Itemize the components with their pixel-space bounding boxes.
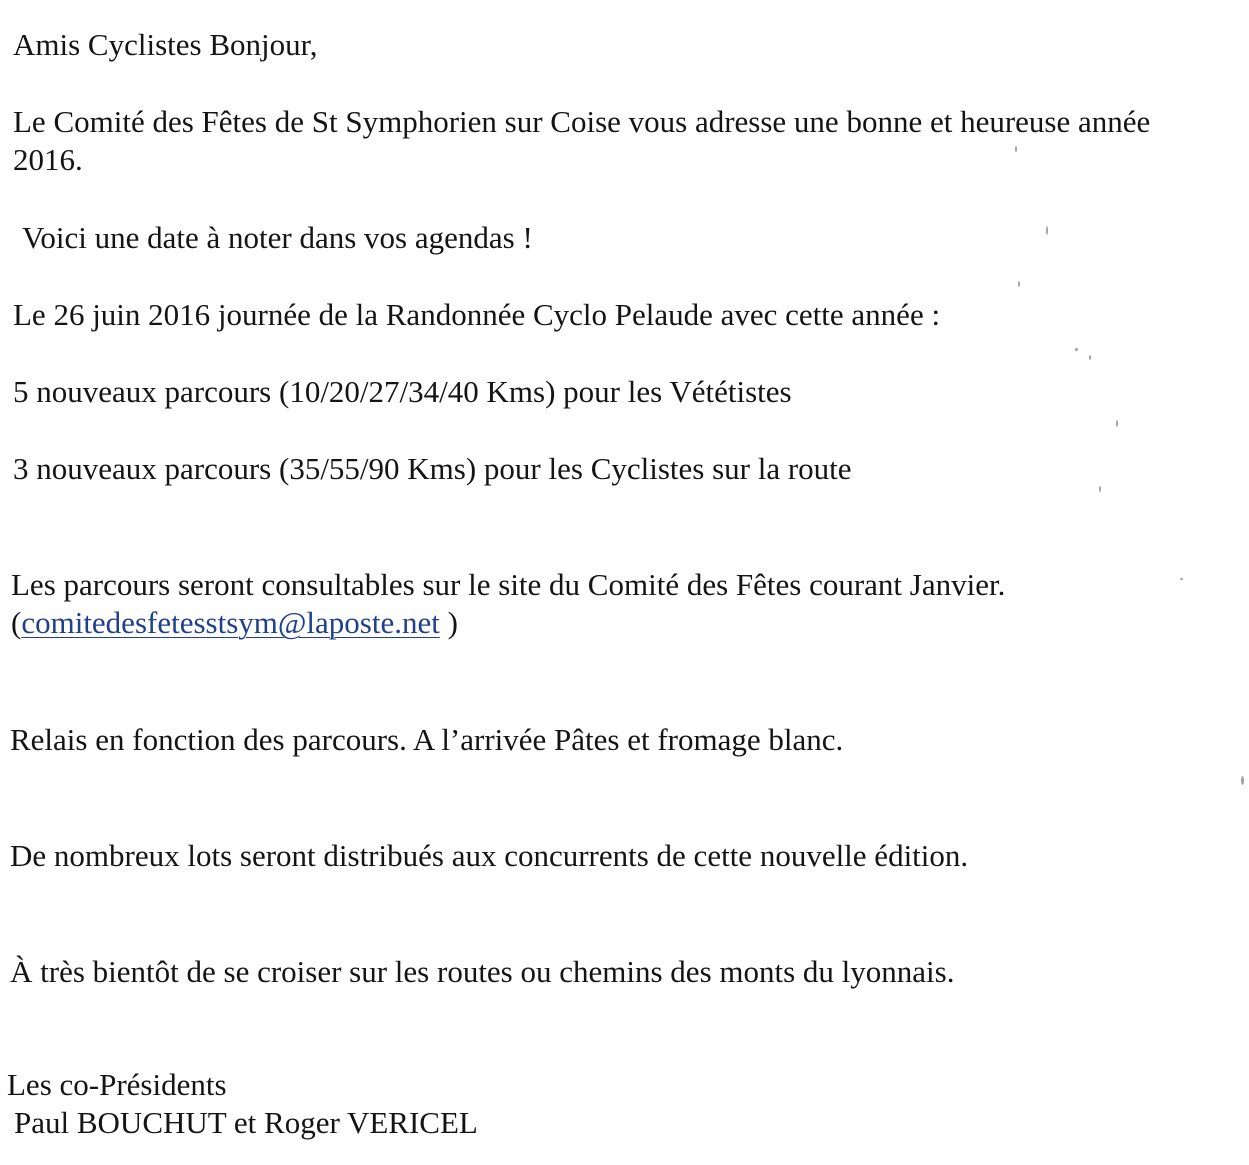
vtt-routes: 5 nouveaux parcours (10/20/27/34/40 Kms) pour les Vététistes: [13, 374, 792, 409]
signature-names: Paul BOUCHUT et Roger VERICEL: [14, 1105, 478, 1140]
scan-speck: [1241, 776, 1244, 785]
closing-line: À très bientôt de se croiser sur les routes ou chemins des monts du lyonnais.: [10, 954, 955, 989]
scan-speck: [1018, 281, 1020, 287]
email-open-paren: (: [11, 605, 22, 640]
intro-line-1: Le Comité des Fêtes de St Symphorien sur Coise vous adresse une bonne et heureuse année: [13, 104, 1151, 139]
email-line: [11, 604, 458, 642]
email-close-paren: ): [439, 605, 458, 640]
signature-title: Les co-Présidents: [7, 1067, 227, 1102]
scan-speck: [1099, 486, 1101, 492]
email-link[interactable]: comitedesfetesstsym@laposte.net: [21, 605, 440, 640]
greeting: Amis Cyclistes Bonjour,: [13, 27, 318, 62]
lots-line: De nombreux lots seront distribués aux concurrents de cette nouvelle édition.: [10, 838, 969, 873]
intro-line-2: 2016.: [13, 142, 83, 177]
scan-speck: [1089, 355, 1091, 360]
scan-speck: [1075, 348, 1078, 351]
consult-line: Les parcours seront consultables sur le site du Comité des Fêtes courant Janvier.: [11, 567, 1006, 602]
event-line: Le 26 juin 2016 journée de la Randonnée Cyclo Pelaude avec cette année :: [13, 297, 941, 332]
scan-speck: [1116, 420, 1118, 427]
scan-speck: [1180, 578, 1183, 580]
road-routes: 3 nouveaux parcours (35/55/90 Kms) pour les Cyclistes sur la route: [13, 451, 852, 486]
relais-line: Relais en fonction des parcours. A l’arrivée Pâtes et fromage blanc.: [10, 722, 844, 757]
date-note: Voici une date à noter dans vos agendas !: [22, 220, 533, 255]
scan-speck: [1015, 146, 1017, 152]
scan-speck: [1046, 226, 1048, 235]
